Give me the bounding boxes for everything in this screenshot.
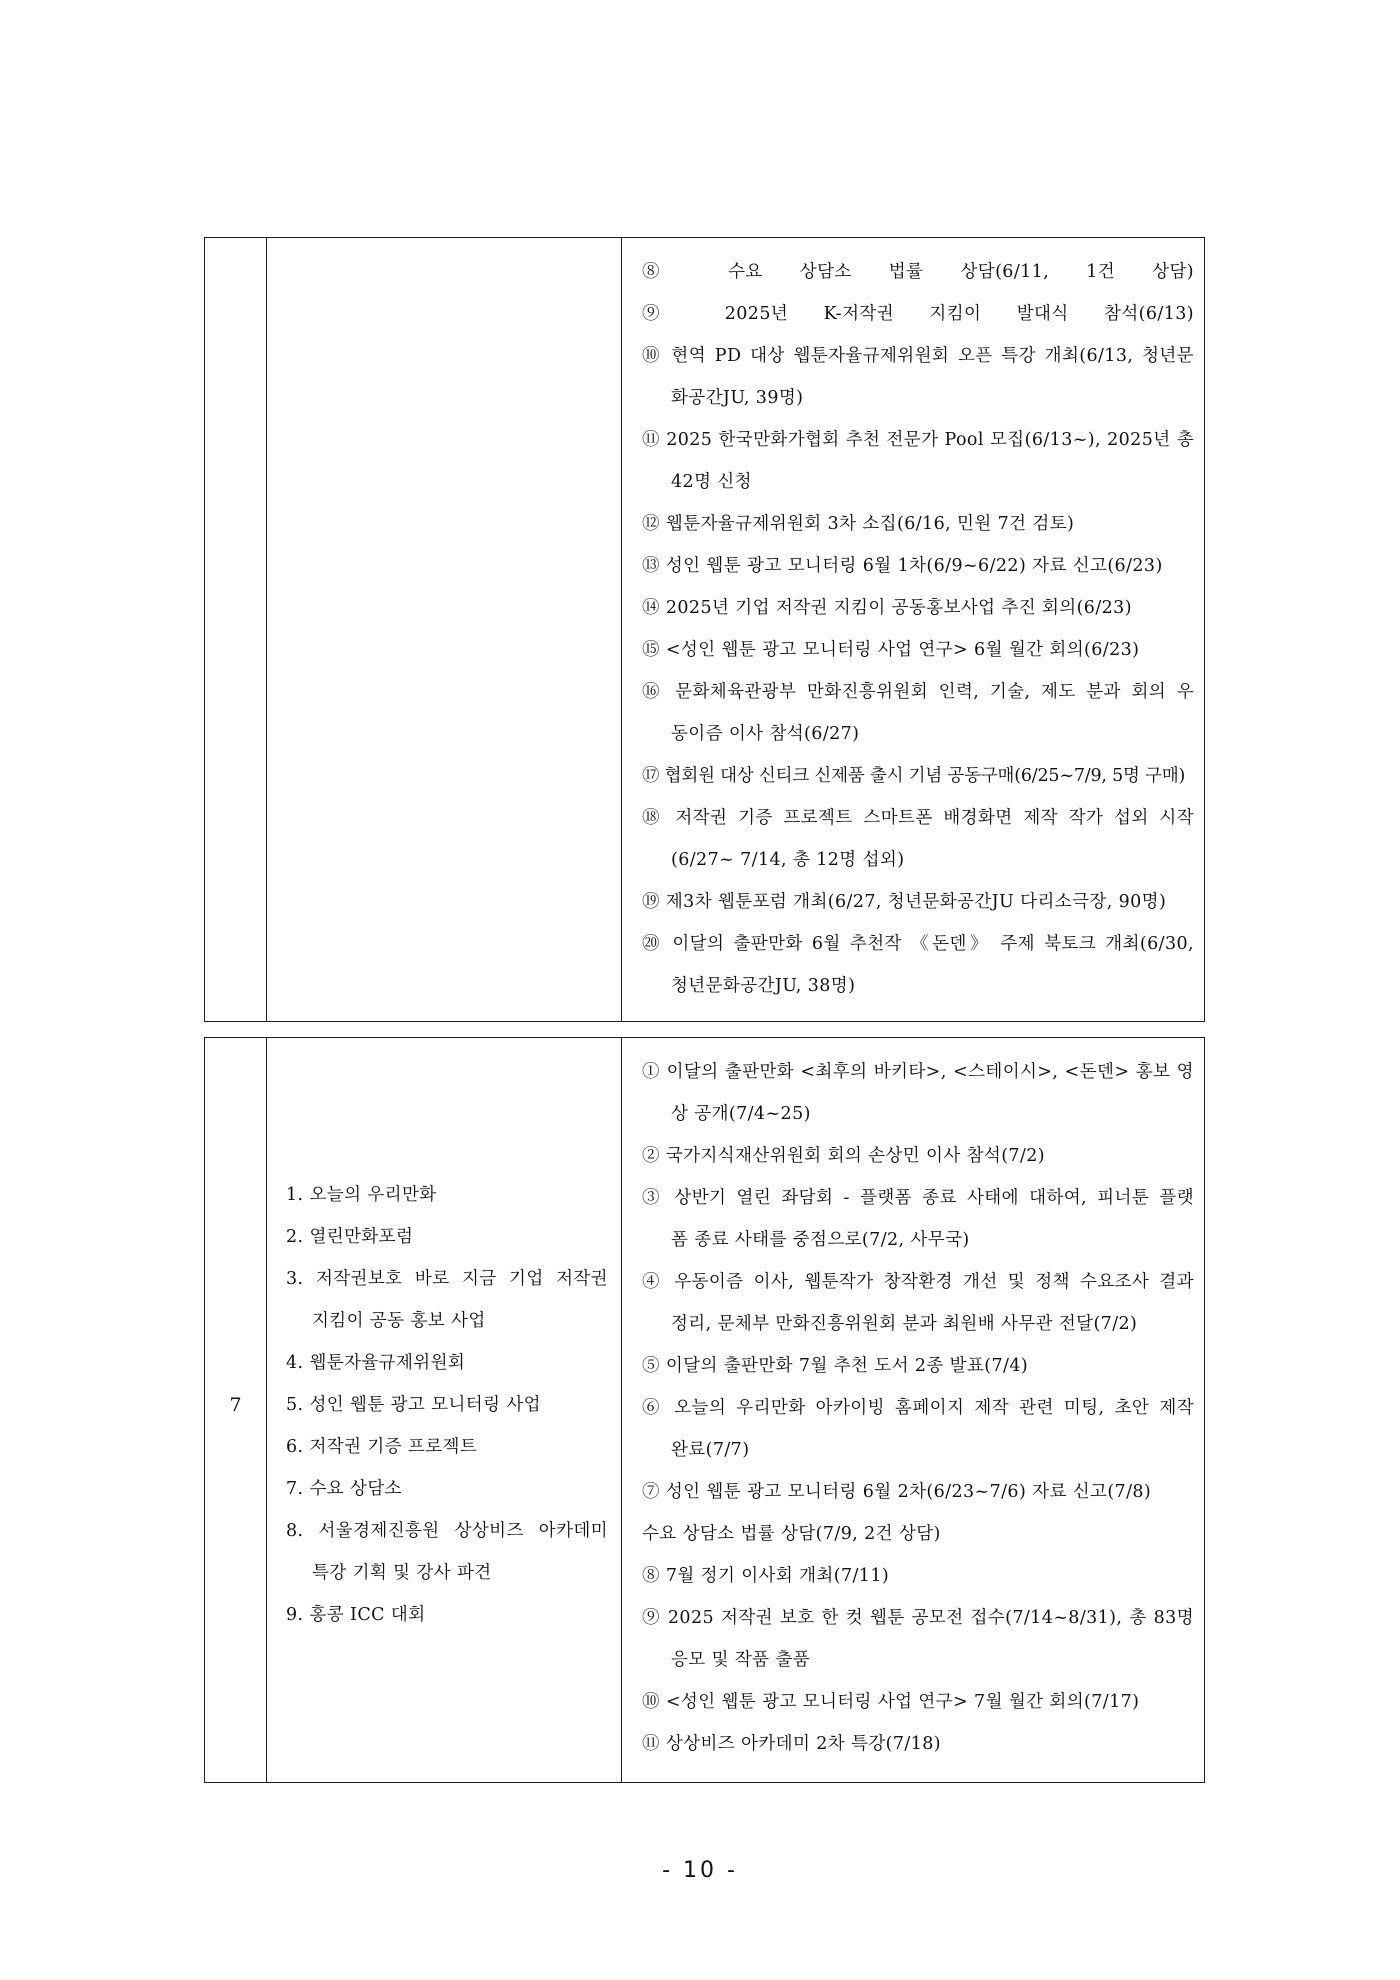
program-item: 2. 열린만화포럼	[286, 1227, 414, 1247]
activity-line: 청년문화공간JU, 38명)	[671, 976, 856, 996]
page-number: - 10 -	[662, 1858, 738, 1883]
program-item: 6. 저작권 기증 프로젝트	[286, 1437, 478, 1457]
activity-line: 수요 상담소 법률 상담(7/9, 2건 상담)	[642, 1524, 941, 1544]
activity-list	[642, 1051, 1194, 1765]
activity-line: 동이즘 이사 참석(6/27)	[671, 724, 860, 744]
program-item: 8. 서울경제진흥원 상상비즈 아카데미	[286, 1521, 608, 1541]
activity-line: ⑲ 제3차 웹툰포럼 개최(6/27, 청년문화공간JU 다리소극장, 90명)	[642, 892, 1167, 912]
program-list	[286, 1174, 608, 1636]
program-item: 지킴이 공동 홍보 사업	[312, 1311, 486, 1331]
column-divider	[266, 1038, 267, 1782]
activity-line: 완료(7/7)	[671, 1440, 750, 1460]
activity-line: ⑯ 문화체육관광부 만화진흥위원회 인력, 기술, 제도 분과 회의 우	[642, 682, 1194, 702]
activity-line: 폼 종료 사태를 중점으로(7/2, 사무국)	[671, 1230, 970, 1250]
activity-line: ⑥ 오늘의 우리만화 아카이빙 홈페이지 제작 관련 미팅, 초안 제작	[642, 1398, 1194, 1418]
activity-line: ① 이달의 출판만화 <최후의 바키타>, <스테이시>, <돈덴> 홍보 영	[642, 1062, 1194, 1082]
activity-line: ⑧ 수요 상담소 법률 상담(6/11, 1건 상담)	[642, 262, 1194, 282]
month-cell: 7	[229, 1394, 242, 1416]
activity-line: 응모 및 작품 출품	[671, 1650, 811, 1670]
activity-line: ⑩ 현역 PD 대상 웹툰자율규제위원회 오픈 특강 개최(6/13, 청년문	[642, 346, 1194, 366]
activity-line: 화공간JU, 39명)	[671, 388, 804, 408]
activity-line: ⑩ <성인 웹툰 광고 모니터링 사업 연구> 7월 월간 회의(7/17)	[642, 1692, 1140, 1712]
program-item: 특강 기획 및 강사 파견	[312, 1563, 492, 1583]
activity-line: ⑪ 2025 한국만화가협회 추천 전문가 Pool 모집(6/13~), 2025년 총	[642, 430, 1194, 450]
program-item: 5. 성인 웹툰 광고 모니터링 사업	[286, 1395, 541, 1415]
activity-line: ⑭ 2025년 기업 저작권 지킴이 공동홍보사업 추진 회의(6/23)	[642, 598, 1132, 618]
program-item: 9. 홍콩 ICC 대회	[286, 1605, 426, 1625]
program-item: 7. 수요 상담소	[286, 1479, 402, 1499]
activity-line: (6/27~ 7/14, 총 12명 섭외)	[671, 850, 905, 870]
activity-line: ④ 우동이즘 이사, 웹툰작가 창작환경 개선 및 정책 수요조사 결과	[642, 1272, 1194, 1292]
column-divider	[621, 1038, 622, 1782]
activity-line: ⑱ 저작권 기증 프로젝트 스마트폰 배경화면 제작 작가 섭외 시작	[642, 808, 1194, 828]
activity-line: ⑦ 성인 웹툰 광고 모니터링 6월 2차(6/23~7/6) 자료 신고(7/8)	[642, 1482, 1152, 1502]
column-divider	[621, 238, 622, 1021]
activity-line: ⑪ 상상비즈 아카데미 2차 특강(7/18)	[642, 1734, 941, 1754]
activity-line: ⑤ 이달의 출판만화 7월 추천 도서 2종 발표(7/4)	[642, 1356, 1029, 1376]
program-item: 4. 웹툰자율규제위원회	[286, 1353, 466, 1373]
program-item: 3. 저작권보호 바로 지금 기업 저작권	[286, 1269, 608, 1289]
activity-line: 42명 신청	[671, 472, 752, 492]
activity-line: ⑬ 성인 웹툰 광고 모니터링 6월 1차(6/9~6/22) 자료 신고(6/23)	[642, 556, 1163, 576]
column-divider	[266, 238, 267, 1021]
program-item: 1. 오늘의 우리만화	[286, 1185, 437, 1205]
activity-line: 정리, 문체부 만화진흥위원회 분과 최원배 사무관 전달(7/2)	[671, 1314, 1138, 1334]
activity-line: ⑫ 웹툰자율규제위원회 3차 소집(6/16, 민원 7건 검토)	[642, 514, 1075, 534]
activity-line: ⑮ <성인 웹툰 광고 모니터링 사업 연구> 6월 월간 회의(6/23)	[642, 640, 1140, 660]
activity-line: ③ 상반기 열린 좌담회 - 플랫폼 종료 사태에 대하여, 피너툰 플랫	[642, 1188, 1194, 1208]
activity-line: ⑨ 2025년 K-저작권 지킴이 발대식 참석(6/13)	[642, 304, 1194, 324]
activity-table-continued	[204, 237, 1205, 1022]
activity-line: ⑰ 협회원 대상 신티크 신제품 출시 기념 공동구매(6/25~7/9, 5명 구매)	[642, 766, 1186, 786]
activity-line: 상 공개(7/4~25)	[671, 1104, 811, 1124]
activity-list	[642, 251, 1194, 1007]
activity-table-july	[204, 1037, 1205, 1783]
activity-line: ⑨ 2025 저작권 보호 한 컷 웹툰 공모전 접수(7/14~8/31), 총 83명	[642, 1608, 1194, 1628]
activity-line: ⑳ 이달의 출판만화 6월 추천작 《돈덴》 주제 북토크 개최(6/30,	[642, 934, 1194, 954]
activity-line: ② 국가지식재산위원회 회의 손상민 이사 참석(7/2)	[642, 1146, 1046, 1166]
activity-line: ⑧ 7월 정기 이사회 개최(7/11)	[642, 1566, 890, 1586]
